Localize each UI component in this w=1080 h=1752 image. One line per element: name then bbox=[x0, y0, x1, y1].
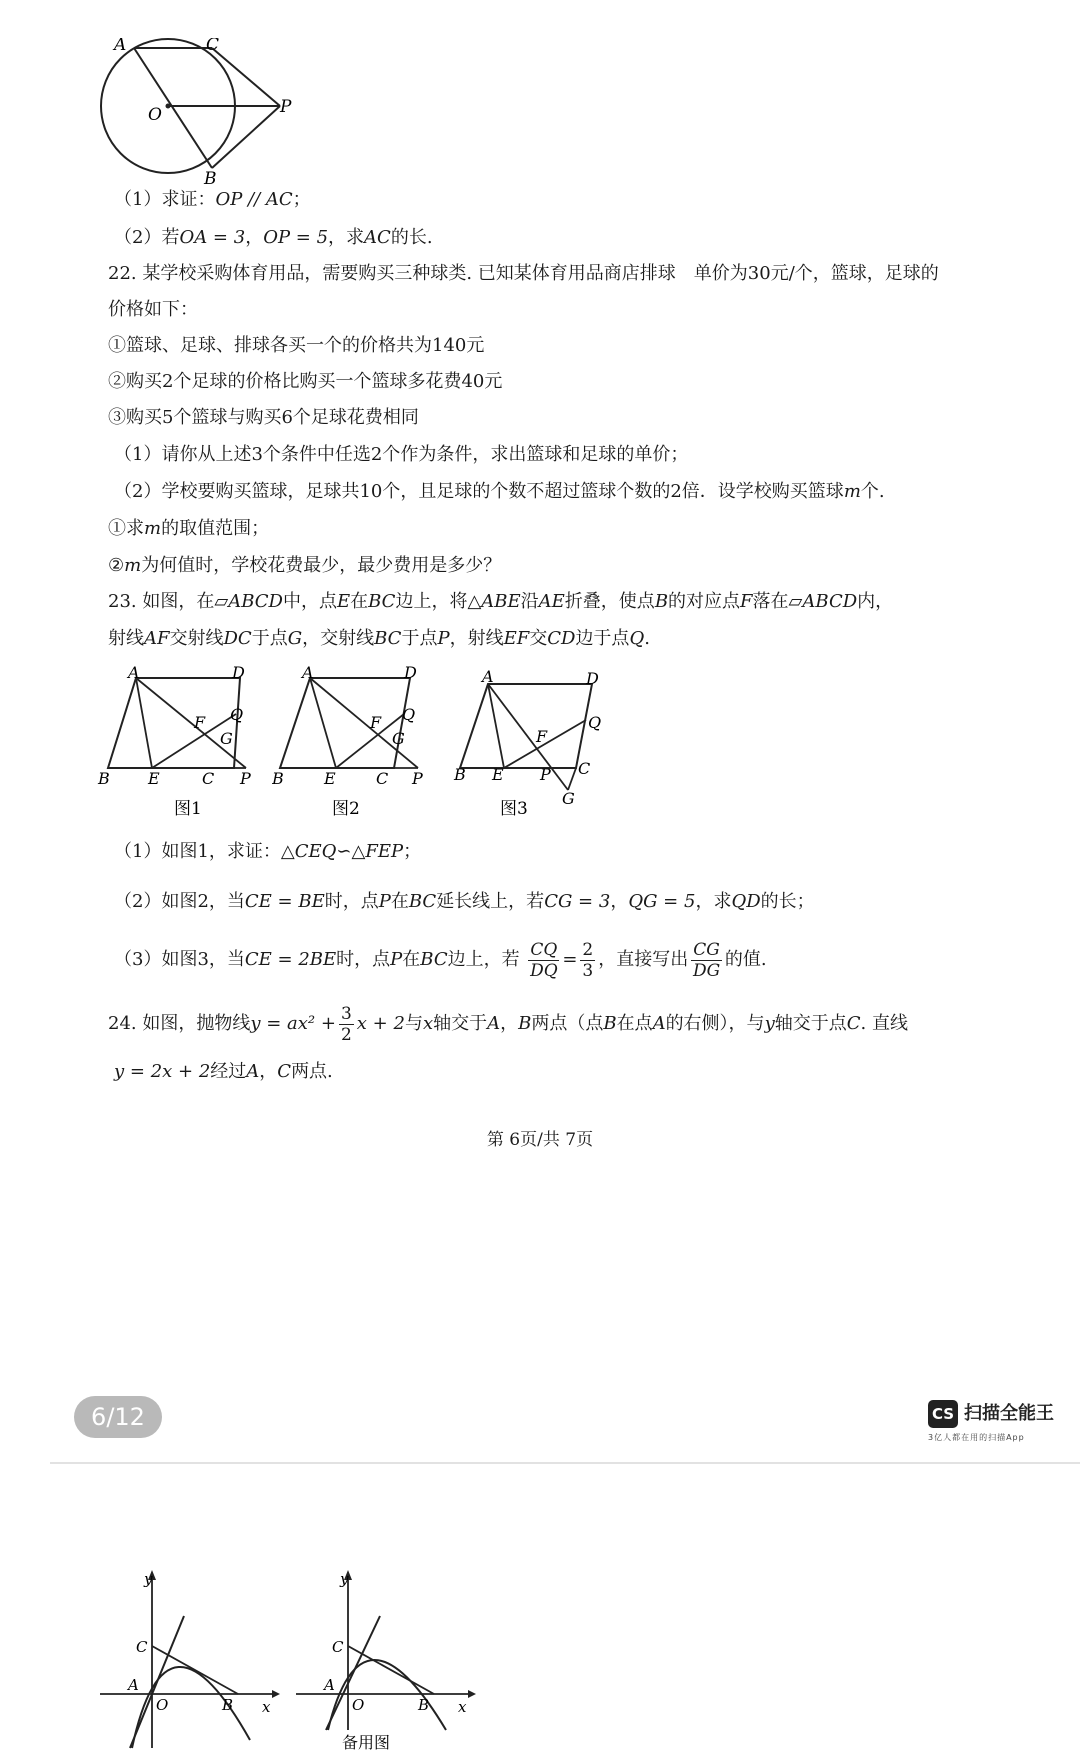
label-B: B bbox=[204, 169, 217, 188]
q23-figure-1 bbox=[96, 664, 266, 824]
fig2-label-B: B bbox=[272, 769, 284, 788]
q24-stem-line1: 24. 如图，抛物线y = ax² + $\frac{3}{2}$ x + 2与x轴交于A，B两点（点B在点A的右侧），与y轴交于点C. 直线 bbox=[108, 1003, 908, 1045]
label-O: O bbox=[148, 105, 162, 125]
q23-part3: （3）如图3，当CE = 2BE时，点P在BC边上，若 $\frac{CQ}{DQ}$ = $\frac{2}{3}$ ，直接写出 $\frac{CG}{DG}$ 的值. bbox=[114, 939, 767, 981]
fig2-label-G: G bbox=[392, 729, 405, 748]
parabola-figure-spare bbox=[296, 1570, 476, 1752]
fig-a-label-C: C bbox=[136, 1638, 148, 1656]
label-C: C bbox=[206, 38, 220, 55]
fig2-label-C: C bbox=[376, 769, 389, 788]
label-A: A bbox=[114, 38, 127, 55]
fig3-label-G: G bbox=[562, 789, 575, 808]
brand-name: 扫描全能王 bbox=[964, 1403, 1054, 1424]
q22-stem-line1: 22. 某学校采购体育用品，需要购买三种球类. 已知某体育用品商店排球 单价为30元/个，篮球，足球的 bbox=[108, 263, 939, 284]
q22-sub1: ①求m的取值范围； bbox=[108, 518, 270, 539]
q23-part2: （2）如图2，当CE = BE时，点P在BC延长线上，若CG = 3，QG = 5，求QD的长； bbox=[114, 891, 815, 912]
q22-condition-2: ②购买2个足球的价格比购买一个篮球多花费40元 bbox=[108, 371, 503, 392]
fig2-label-Q: Q bbox=[402, 705, 416, 724]
page-indicator: 6/12 bbox=[74, 1396, 162, 1438]
fraction-2-3: $\frac{2}{3}$ bbox=[582, 939, 594, 981]
q21-part1: （1）求证：OP // AC； bbox=[114, 189, 311, 210]
fig-b-label-B: B bbox=[418, 1696, 430, 1714]
fig3-label-C: C bbox=[578, 759, 591, 778]
fig-a-label-B: B bbox=[222, 1696, 234, 1714]
fig1-label-F: F bbox=[194, 713, 206, 732]
cs-logo-icon: CS bbox=[928, 1400, 958, 1428]
fig3-label-E: E bbox=[492, 765, 504, 784]
fig1-label-E: E bbox=[148, 769, 160, 788]
circle-tangent-figure bbox=[100, 38, 310, 188]
q22-condition-1: ①篮球、足球、排球各买一个的价格共为140元 bbox=[108, 335, 485, 356]
fig-a-label-x: x bbox=[262, 1698, 271, 1716]
spare-figure-caption: 备用图 bbox=[342, 1733, 391, 1752]
fig3-label-A: A bbox=[482, 667, 494, 686]
q22-part2: （2）学校要购买篮球，足球共10个，且足球的个数不超过篮球个数的2倍．设学校购买篮球m个. bbox=[114, 481, 885, 502]
fig-b-label-O: O bbox=[352, 1696, 365, 1714]
q23-figure-3 bbox=[452, 664, 632, 824]
q23-stem-line1: 23. 如图，在▱ABCD中，点E在BC边上，将△ABE沿AE折叠，使点B的对应点F落在▱ABCD内， bbox=[108, 591, 894, 612]
q23-part1: （1）如图1，求证：△CEQ∽△FEP； bbox=[114, 841, 422, 862]
fig1-label-C: C bbox=[202, 769, 215, 788]
q22-condition-3: ③购买5个篮球与购买6个足球花费相同 bbox=[108, 407, 419, 428]
fig-b-label-y: y bbox=[340, 1570, 349, 1588]
fig-a-label-y: y bbox=[144, 1570, 153, 1588]
fraction-cq-dq: $\frac{CQ}{DQ}$ bbox=[530, 939, 558, 981]
q24-stem-line2: y = 2x + 2经过A，C两点. bbox=[114, 1061, 333, 1082]
fig-b-label-A: A bbox=[324, 1676, 335, 1694]
label-P: P bbox=[280, 97, 292, 117]
fig3-caption: 图3 bbox=[500, 799, 528, 819]
q23-figure-2 bbox=[272, 664, 442, 824]
fig3-label-P: P bbox=[540, 765, 551, 784]
fig2-label-F: F bbox=[370, 713, 382, 732]
fig1-label-D: D bbox=[232, 664, 245, 682]
fig3-label-F: F bbox=[536, 727, 548, 746]
fig3-label-Q: Q bbox=[588, 713, 602, 732]
q22-part1: （1）请你从上述3个条件中任选2个作为条件，求出篮球和足球的单价； bbox=[114, 444, 689, 465]
fig2-label-P: P bbox=[412, 769, 423, 788]
fig1-label-B: B bbox=[98, 769, 110, 788]
fraction-3-2: $\frac{3}{2}$ bbox=[340, 1003, 352, 1045]
parabola-figure bbox=[100, 1570, 280, 1750]
fig1-label-A: A bbox=[128, 664, 140, 682]
fig1-label-P: P bbox=[240, 769, 251, 788]
fig2-label-D: D bbox=[404, 664, 417, 682]
fig-b-label-x: x bbox=[458, 1698, 467, 1716]
q22-sub2: ②m为何值时，学校花费最少，最少费用是多少？ bbox=[108, 555, 502, 576]
fig3-label-D: D bbox=[586, 669, 599, 688]
fig2-label-A: A bbox=[302, 664, 314, 682]
page-footer: 第 6页/共 7页 bbox=[486, 1130, 594, 1150]
q21-part2: （2）若OA = 3，OP = 5，求AC的长. bbox=[114, 227, 433, 248]
fig2-label-E: E bbox=[324, 769, 336, 788]
fig1-label-G: G bbox=[220, 729, 233, 748]
page-separator bbox=[50, 1462, 1080, 1464]
fig3-label-B: B bbox=[454, 765, 466, 784]
fig-b-label-C: C bbox=[332, 1638, 344, 1656]
brand-slogan: 3亿人都在用的扫描App bbox=[928, 1433, 1025, 1442]
fraction-cg-dg: $\frac{CG}{DG}$ bbox=[692, 939, 721, 981]
fig-a-label-A: A bbox=[128, 1676, 139, 1694]
fig-a-label-O: O bbox=[156, 1696, 169, 1714]
fig1-label-Q: Q bbox=[230, 705, 244, 724]
fig1-caption: 图1 bbox=[174, 799, 202, 819]
fig2-caption: 图2 bbox=[332, 799, 360, 819]
q22-stem-line2: 价格如下： bbox=[108, 299, 198, 320]
q23-stem-line2: 射线AF交射线DC于点G，交射线BC于点P，射线EF交CD边于点Q. bbox=[108, 628, 650, 649]
